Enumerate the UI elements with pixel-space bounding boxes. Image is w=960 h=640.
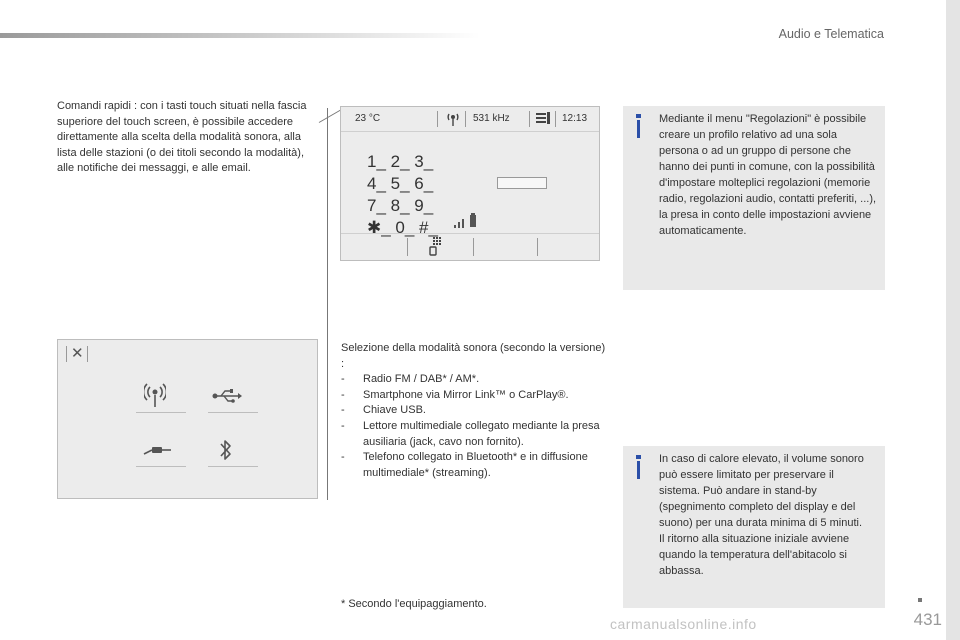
radio-icon[interactable] bbox=[144, 382, 166, 413]
info-icon bbox=[636, 114, 641, 118]
dialpad-icon[interactable] bbox=[429, 236, 443, 261]
list-item: - Telefono collegato in Bluetooth* e in diffusione multimediale* (streaming). bbox=[341, 450, 609, 481]
list-item: - Chiave USB. bbox=[341, 403, 609, 419]
source-selection-intro: Selezione della modalità sonora (secondo la versione) : bbox=[341, 342, 606, 370]
info-note-profiles bbox=[623, 106, 885, 290]
callout-line bbox=[327, 108, 328, 500]
bluetooth-icon[interactable] bbox=[219, 438, 233, 467]
dialpad-row-1[interactable]: 1_ 2_ 3_ bbox=[367, 152, 434, 171]
page-number: 431 bbox=[913, 610, 942, 629]
dialpad-row-2[interactable]: 4_ 5_ 6_ bbox=[367, 174, 434, 193]
source-mode-list bbox=[341, 372, 609, 481]
section-title: Audio e Telematica bbox=[778, 27, 884, 41]
dialpad-row-4[interactable]: ✱_ 0_ #_ bbox=[367, 218, 438, 237]
bottom-toolbar bbox=[341, 233, 599, 260]
signal-strength-icon bbox=[453, 215, 467, 233]
list-item: - Lettore multimediale collegato mediante la presa ausiliaria (jack, cavo non fornito). bbox=[341, 419, 609, 450]
settings-icon[interactable] bbox=[535, 111, 551, 128]
info-note-text: Mediante il menu "Regolazioni" è possibile creare un profilo relativo ad una sola persona o ad un gruppo di persone che hanno dei punti in comune, con la possibilità d'impostare molteplici regolazioni (memorie radio, regolazioni audio, contatti preferiti, ...), la presa in conto delle impostazioni avviene automaticamente. bbox=[659, 113, 877, 237]
temperature-readout: 23 °C bbox=[355, 113, 381, 124]
info-note-heat bbox=[623, 446, 885, 608]
info-note-paragraph: Il ritorno alla situazione iniziale avviene quando la temperatura dell'abitacolo si abbassa. bbox=[659, 533, 850, 577]
source-selection-text bbox=[341, 341, 609, 481]
jack-icon[interactable] bbox=[142, 442, 172, 463]
left-paragraph: Comandi rapidi : con i tasti touch situati nella fascia superiore del touch screen, è possibile accedere direttamente alla scelta della modalità sonora, alla lista delle stazioni (o dei titoli secondo la modalità), alle notifiche dei messaggi, e alle email. bbox=[57, 100, 307, 175]
time-readout: 12:13 bbox=[562, 113, 588, 124]
input-field-placeholder bbox=[497, 177, 547, 189]
header-bar bbox=[0, 33, 480, 38]
usb-icon[interactable] bbox=[212, 388, 242, 409]
status-bar bbox=[341, 107, 599, 132]
info-icon bbox=[636, 455, 641, 459]
page-edge-bar bbox=[946, 0, 960, 640]
page-marker bbox=[918, 598, 922, 602]
touch-screen-top bbox=[340, 106, 600, 261]
footnote: * Secondo l'equipaggiamento. bbox=[341, 598, 487, 610]
close-icon[interactable]: ✕ bbox=[71, 345, 84, 362]
radio-signal-icon[interactable] bbox=[445, 111, 461, 130]
battery-icon bbox=[469, 213, 477, 232]
touch-screen-sources bbox=[57, 339, 318, 499]
list-item: - Smartphone via Mirror Link™ o CarPlay®. bbox=[341, 388, 609, 404]
dialpad[interactable] bbox=[367, 151, 438, 239]
frequency-readout: 531 kHz bbox=[473, 113, 510, 124]
list-item: - Radio FM / DAB* / AM*. bbox=[341, 372, 609, 388]
info-note-paragraph: In caso di calore elevato, il volume sonoro può essere limitato per preservare il sistema. Può andare in stand-by (spegnimento completo del display e del suono) per una durata minima di 5 minuti. bbox=[659, 453, 864, 529]
info-note-text bbox=[659, 451, 877, 579]
watermark: carmanualsonline.info bbox=[610, 616, 757, 632]
dialpad-row-3[interactable]: 7_ 8_ 9_ bbox=[367, 196, 434, 215]
